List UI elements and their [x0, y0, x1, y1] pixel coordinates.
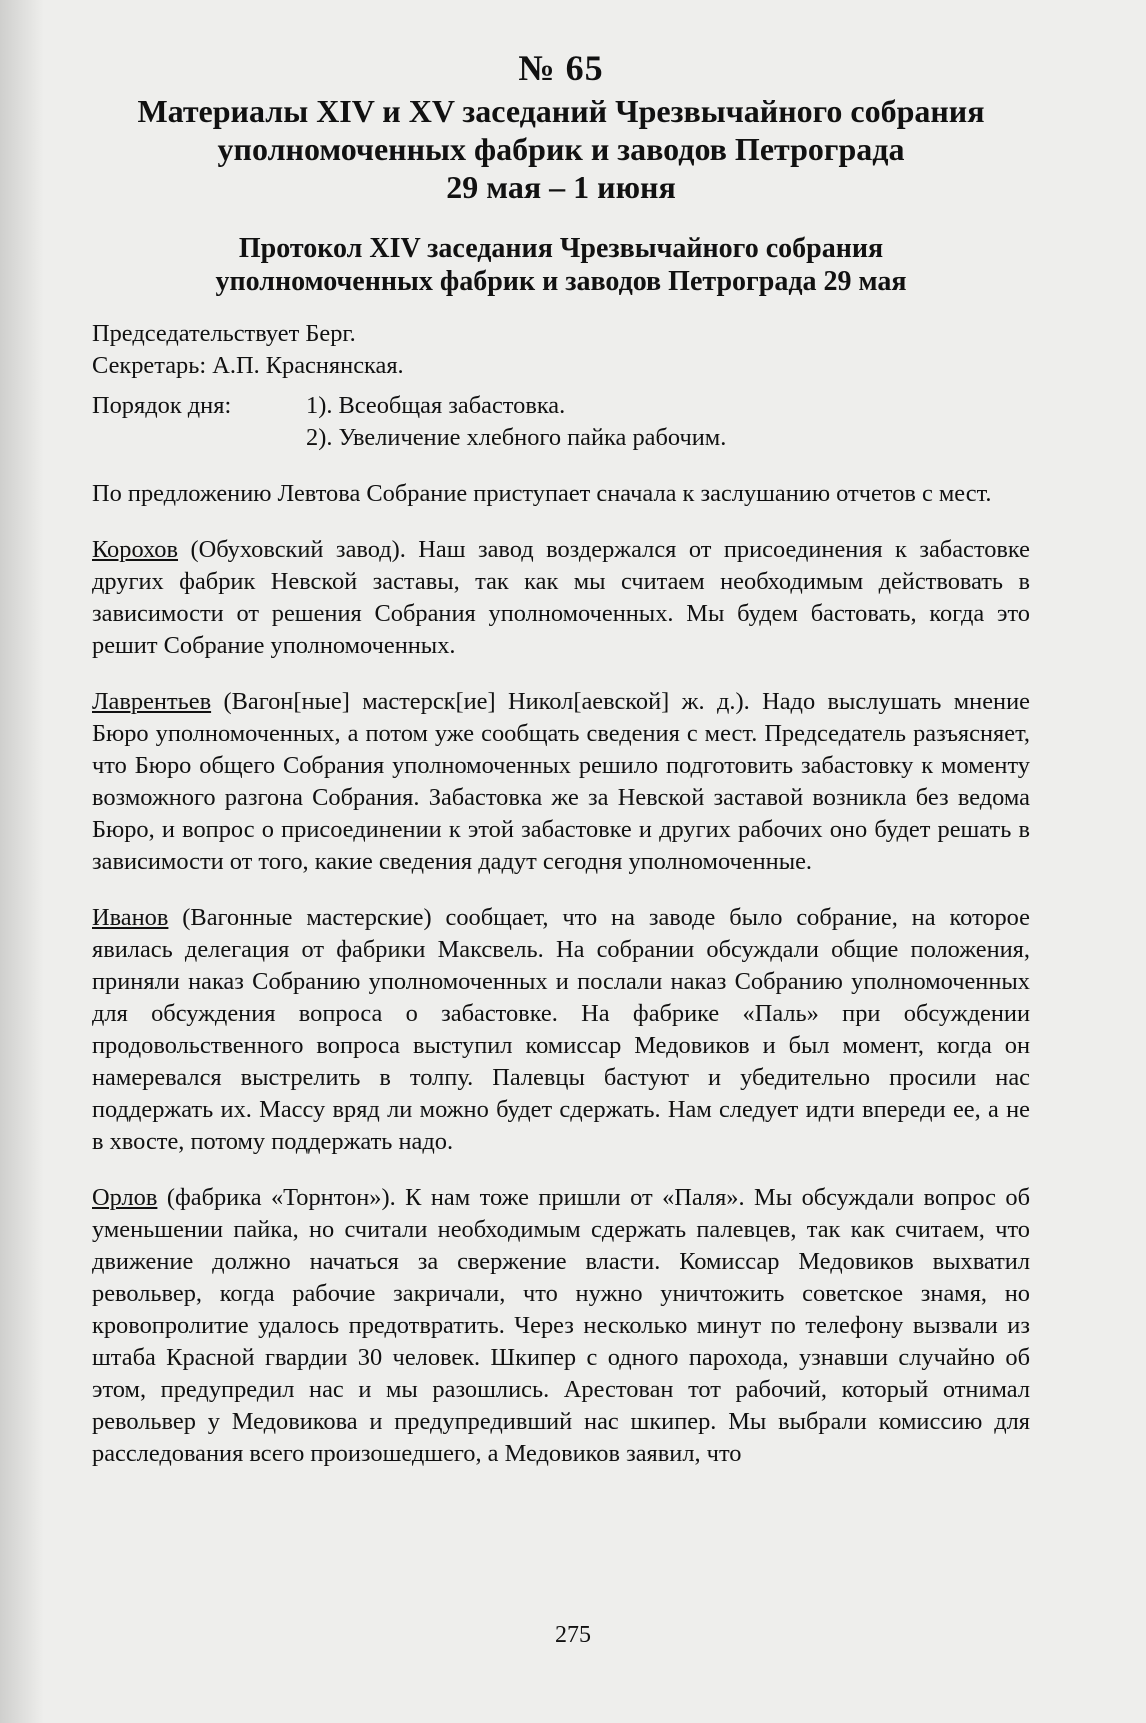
speaker-name: Корохов [92, 536, 179, 563]
intro-paragraph: По предложению Левтова Собрание приступает сначала к заслушанию отчетов с мест. [92, 480, 992, 507]
protocol-subtitle [92, 232, 1030, 298]
speech-paragraph [92, 534, 1030, 662]
chair-line: Председательствует Берг. [92, 320, 356, 347]
speaker-name: Лаврентьев [92, 688, 212, 715]
agenda-label: Порядок дня: [92, 392, 232, 419]
secretary-line: Секретарь: А.П. Краснянская. [92, 352, 404, 379]
speech-paragraph [92, 1182, 1030, 1470]
title-line: 29 мая – 1 июня [446, 169, 676, 205]
subtitle-line: Протокол XIV заседания Чрезвычайного собрания [238, 233, 884, 264]
speech-text: (фабрика «Торнтон»). К нам тоже пришли от «Паля». Мы обсуждали вопрос об уменьшении пайка, но считали необходимым сдержать палевцев, так как считаем, что движение должно начаться за свержение власти. Комиссар Медовиков выхватил револьвер, когда рабочие закричали, что нужно уничтожить советское знамя, но кровопролитие удалось предотвратить. Через несколько минут по телефону вызвали из штаба Красной гвардии 30 человек. Шкипер с одного парохода, узнавши случайно об этом, предупредил нас и мы разошлись. Арестован тот рабочий, который отнимал револьвер у Медовикова и предупредивший нас шкипер. Мы выбрали комиссию для расследования всего произошедшего, а Медовиков заявил, что [92, 1184, 1030, 1467]
page-number: 275 [555, 1622, 591, 1648]
document-number: № 65 [518, 48, 604, 88]
title-line: уполномоченных фабрик и заводов Петрограда [217, 131, 905, 167]
agenda-item: 2). Увеличение хлебного пайка рабочим. [306, 424, 727, 451]
agenda-item: 1). Всеобщая забастовка. [306, 392, 566, 419]
speaker-name: Орлов [92, 1184, 158, 1211]
speech-paragraph [92, 686, 1030, 878]
speaker-name: Иванов [92, 904, 169, 931]
title-line: Материалы XIV и XV заседаний Чрезвычайного собрания [137, 93, 985, 129]
speech-text: (Вагонные мастерские) сообщает, что на заводе было собрание, на которое явилась делегация от фабрики Максвель. На собрании обсуждали общие положения, приняли наказ Собранию уполномоченных и послали наказ Собранию уполномоченных для обсуждения вопроса о забастовке. На фабрике «Паль» при обсуждении продовольственного вопроса выступил комиссар Медовиков и был момент, когда он намеревался выстрелить в толпу. Палевцы бастуют и убедительно просили нас поддержать их. Массу вряд ли можно будет сдержать. Нам следует идти впереди ее, а не в хвосте, потому поддержать надо. [92, 904, 1030, 1155]
document-title [92, 92, 1030, 206]
speech-text: (Вагон[ные] мастерск[ие] Никол[аевской] ж. д.). Надо выслушать мнение Бюро уполномоченных, а потом уже сообщать сведения с мест. Председатель разъясняет, что Бюро общего Собрания уполномоченных решило подготовить забастовку к моменту возможного разгона Собрания. Забастовка же за Невской заставой возникла без ведома Бюро, и вопрос о присоединении к этой забастовке и других рабочих оно будет решать в зависимости от того, какие сведения дадут сегодня уполномоченные. [92, 688, 1030, 875]
page-content [92, 48, 1030, 1470]
agenda-items [306, 390, 726, 454]
speech-text: (Обуховский завод). Наш завод воздержался от присоединения к забастовке других фабрик Невской заставы, так как мы считаем необходимым действовать в зависимости от решения Собрания уполномоченных. Мы будем бастовать, когда это решит Собрание уполномоченных. [92, 536, 1030, 659]
speech-paragraph [92, 902, 1030, 1158]
subtitle-line: уполномоченных фабрик и заводов Петрограда 29 мая [215, 266, 907, 297]
agenda [92, 390, 1030, 454]
